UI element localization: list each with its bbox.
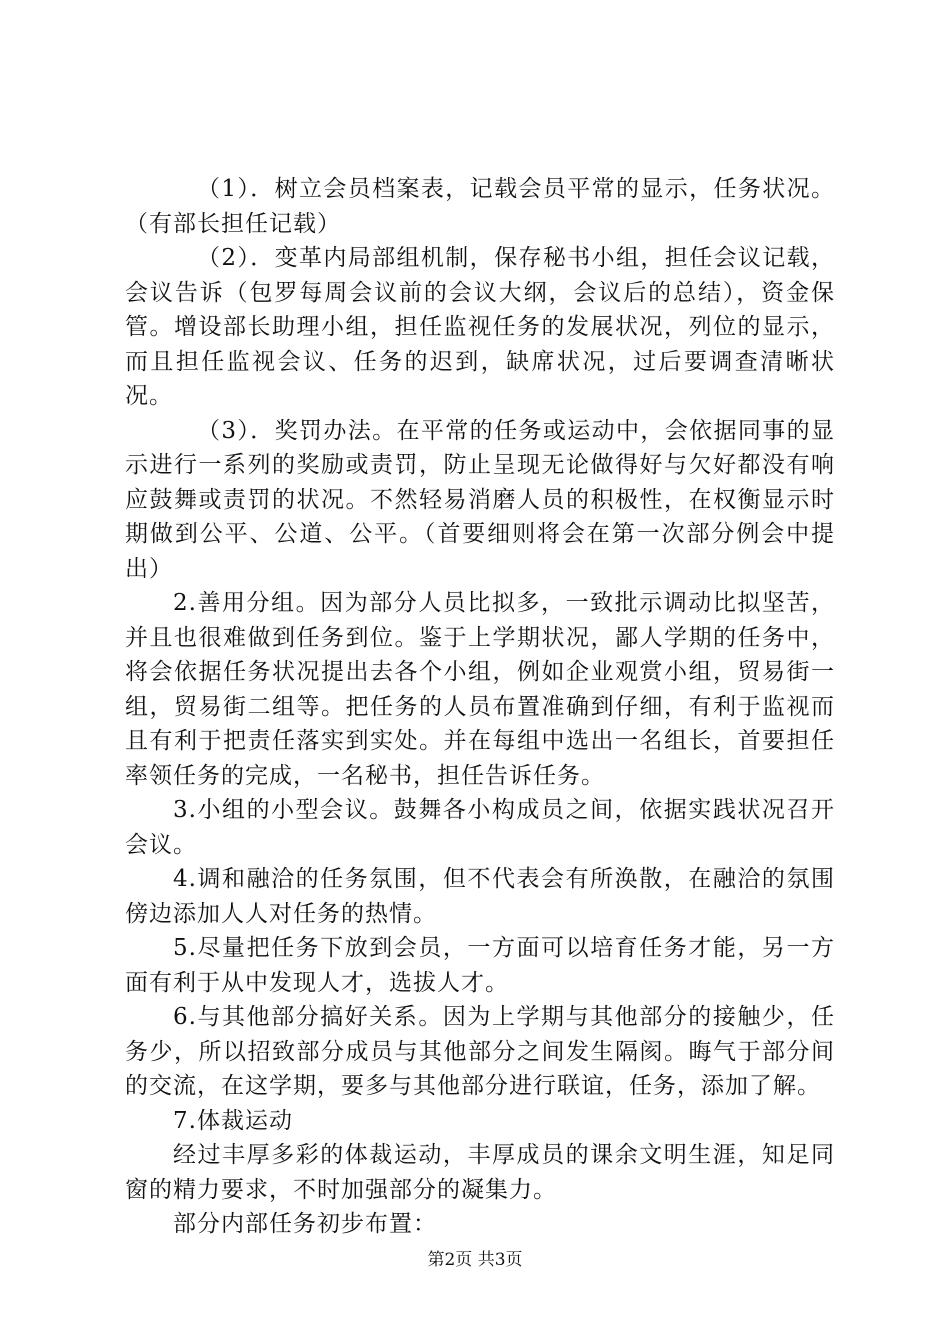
paragraph-sports-heading: 7.体裁运动	[173, 1107, 293, 1134]
paragraph-grouping: 2.善用分组。因为部分人员比拟多，一致批示调动比拟坚苦，并且也很难做到任务到位。鉴于上学期状况，鄙人学期的任务中，将会依据任务状况提出去各个小组，例如企业观赏小组，贸易街一组，贸易街二组等。把任务的人员布置准确到仔细，有利于监视而且有利于把责任落实到实处。并在每组中选出一名组长，首要担任率领任务的完成，一名秘书，担任告诉任务。	[125, 590, 835, 789]
paragraph-small-meetings: 3.小组的小型会议。鼓舞各小构成员之间，依据实践状况召开会议。	[125, 797, 835, 858]
paragraph-rewards-penalties: （3）．奖罚办法。在平常的任务或运动中，会依据同事的显示进行一系列的奖励或责罚，防止呈现无论做得好与欠好都没有响应鼓舞或责罚的状况。不然轻易消磨人员的积极性，在权衡显示时期做到公平、公道、公平。（首要细则将会在第一次部分例会中提出）	[125, 417, 835, 582]
paragraph-sports-body: 经过丰厚多彩的体裁运动，丰厚成员的课余文明生涯，知足同窗的精力要求，不时加强部分的凝集力。	[125, 1142, 835, 1203]
paragraph-internal-tasks: 部分内部任务初步布置：	[173, 1211, 437, 1237]
paragraph-reform-structure: （2）．变革内局部组机制，保存秘书小组，担任会议记载，会议告诉（包罗每周会议前的会议大纲，会议后的总结），资金保管。增设部长助理小组，担任监视任务的发展状况，列位的显示，而且担任监视会议、任务的迟到，缺席状况，过后要调查清晰状况。	[125, 245, 835, 409]
paragraph-delegation: 5.尽量把任务下放到会员，一方面可以培育任务才能，另一方面有利于从中发现人才，选拔人才。	[125, 935, 835, 996]
paragraph-relations: 6.与其他部分搞好关系。因为上学期与其他部分的接触少，任务少，所以招致部分成员与其他部分之间发生隔阂。晦气于部分间的交流，在这学期，要多与其他部分进行联谊，任务，添加了解。	[125, 1004, 835, 1099]
document-body	[125, 172, 835, 1242]
page-footer: 第2页 共3页	[427, 1250, 523, 1270]
paragraph-atmosphere: 4.调和融洽的任务氛围，但不代表会有所涣散，在融洽的氛围傍边添加人人对任务的热情。	[125, 866, 835, 927]
paragraph-member-archive: （1）．树立会员档案表，记载会员平常的显示，任务状况。（有部长担任记载）	[125, 176, 835, 237]
